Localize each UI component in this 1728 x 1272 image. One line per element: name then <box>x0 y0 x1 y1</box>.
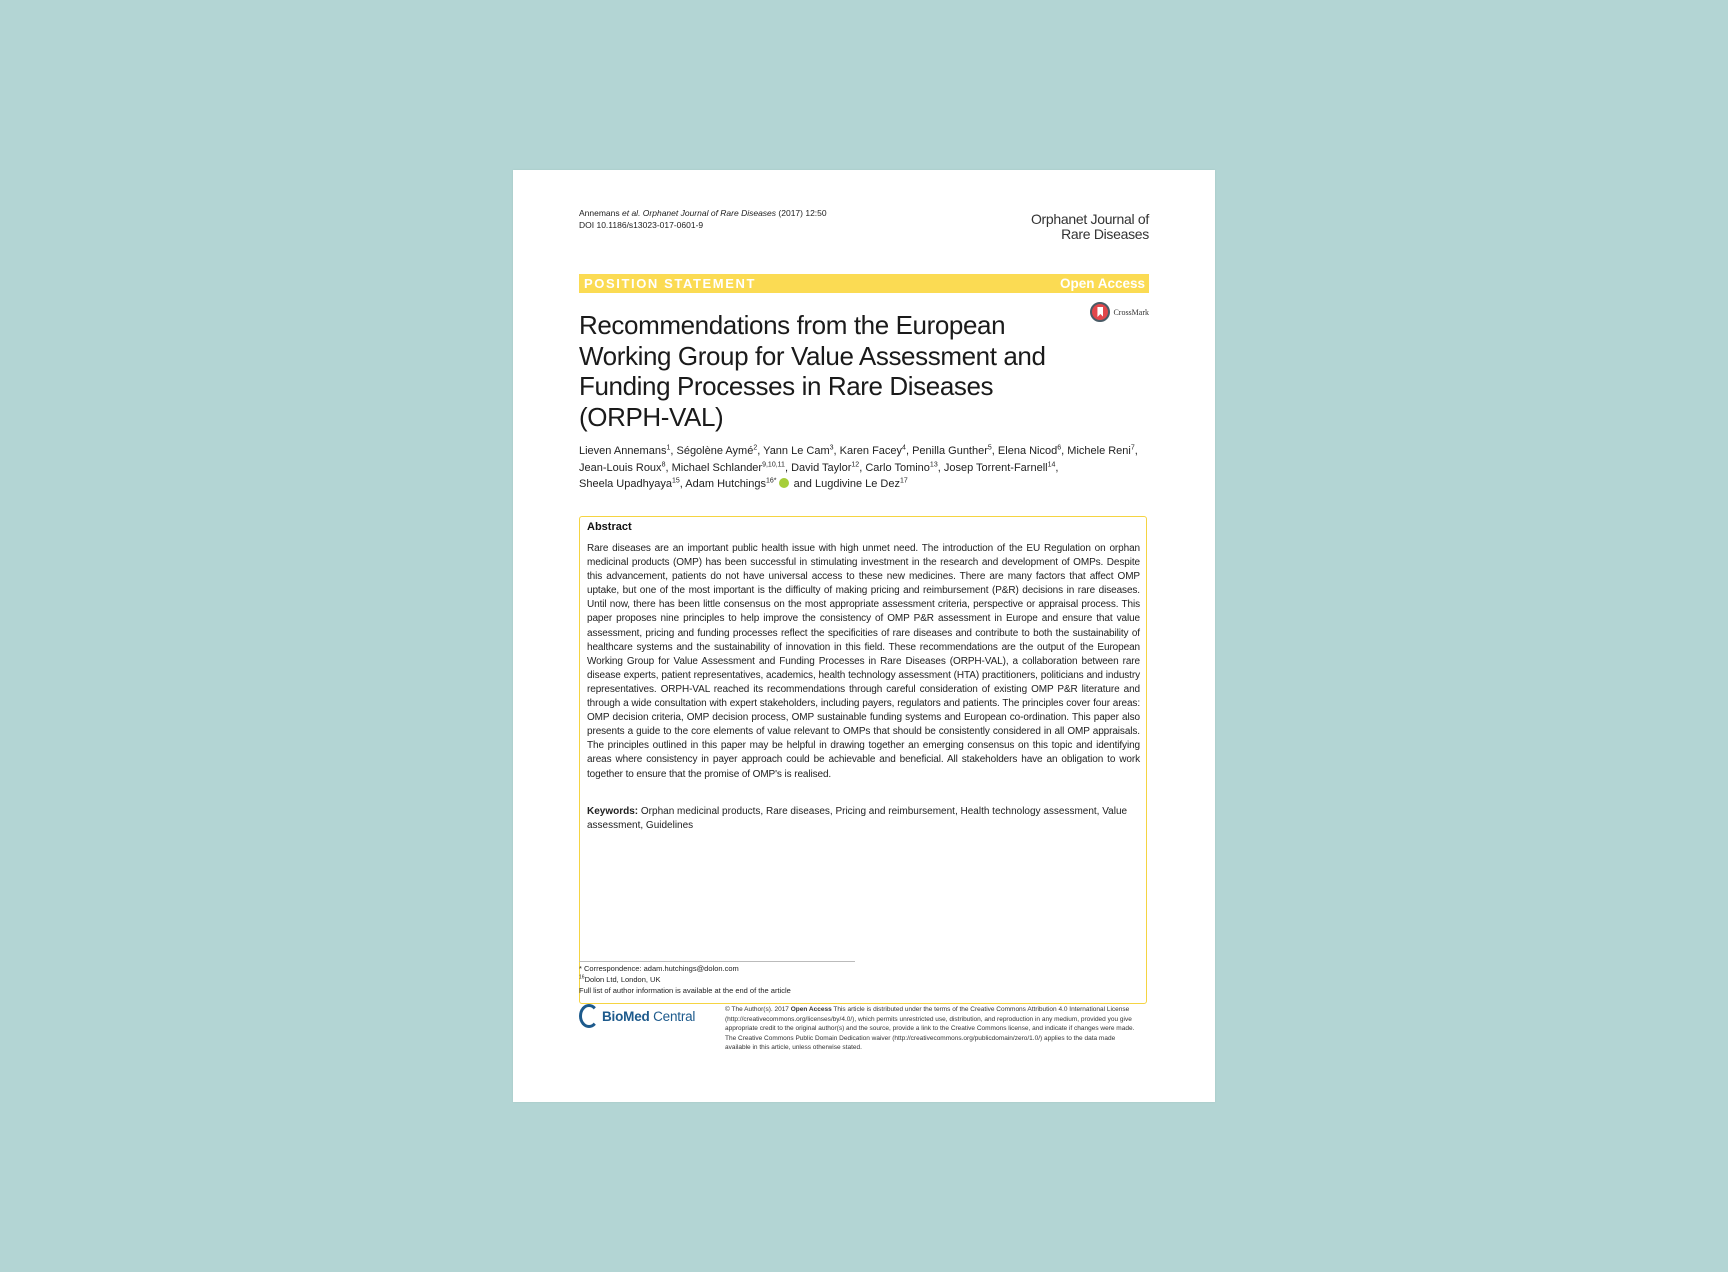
author-separator: , <box>1061 445 1068 457</box>
author-affiliation: 15 <box>671 477 680 485</box>
author-separator: , <box>1134 445 1138 457</box>
crossmark-icon <box>1090 302 1110 322</box>
affiliation-text: Dolon Ltd, London, UK <box>584 975 661 984</box>
author-affiliation: 1 <box>666 444 671 452</box>
correspondence-note[interactable]: * Correspondence: adam.hutchings@dolon.com <box>579 964 739 973</box>
author-name[interactable]: Carlo Tomino <box>865 461 930 474</box>
author-name[interactable]: Karen Facey <box>839 445 903 457</box>
author-separator: , <box>833 445 840 457</box>
paper-page <box>513 170 1215 1102</box>
journal-name-line1: Orphanet Journal of <box>1030 211 1149 227</box>
license-copyright: © The Author(s). 2017 <box>725 1006 791 1013</box>
author-name[interactable]: Elena Nicod <box>997 445 1058 457</box>
author-affiliation: 7 <box>1130 444 1135 452</box>
author-affiliation: 5 <box>987 444 992 452</box>
biomed-central-logo <box>579 1004 695 1028</box>
author-name[interactable]: Yann Le Cam <box>763 445 830 457</box>
author-name[interactable]: Jean-Louis Roux <box>579 461 662 474</box>
author-affiliation: 12 <box>851 460 860 468</box>
biomed-central-bio: BioMed <box>602 1008 650 1024</box>
citation-header <box>579 207 827 231</box>
author-name[interactable]: Sheela Upadhyaya <box>579 478 672 490</box>
keywords-label: Keywords: <box>587 806 639 817</box>
abstract-box <box>579 516 1147 1004</box>
author-separator: , <box>905 445 913 457</box>
license-statement <box>725 1005 1135 1053</box>
author-name[interactable]: Lugdivine Le Dez <box>814 478 900 490</box>
author-affiliation: 9,10,11 <box>762 460 785 468</box>
author-separator: , <box>757 445 764 457</box>
author-affiliation: 17 <box>900 477 908 485</box>
author-name[interactable]: Michele Reni <box>1067 445 1131 457</box>
author-separator: and <box>790 478 815 490</box>
author-name[interactable]: Lieven Annemans <box>579 445 667 457</box>
open-access-label: Open Access <box>1059 276 1145 291</box>
author-separator: , <box>679 478 686 490</box>
author-affiliation: 3 <box>829 444 834 452</box>
citation-authors: Annemans <box>579 208 622 218</box>
footnote-divider <box>579 961 855 962</box>
author-separator: , <box>859 461 866 474</box>
author-name[interactable]: David Taylor <box>791 461 852 474</box>
citation-line <box>579 207 827 219</box>
author-affiliation: 2 <box>753 444 758 452</box>
license-text: This article is distributed under the terms of the Creative Commons Attribution 4.0 International License (http://creativecommons.org/licenses/by/4.0/), which permits unrestricted use, distribution, and reproduction in any medium, provided you give appropriate credit to the original author(s) and the source, provide a link to the Creative Commons license, and indicate if changes were made. The Creative Commons Public Domain Dedication waiver (http://creativecommons.org/publicdomain/zero/1.0/) applies to the data made available in this article, unless otherwise stated. <box>725 1006 1135 1051</box>
abstract-heading: Abstract <box>587 521 632 533</box>
author-separator: , <box>665 461 672 474</box>
citation-et-al: et al. <box>622 208 641 218</box>
author-affiliation: 6 <box>1057 444 1062 452</box>
crossmark-label: CrossMark <box>1113 307 1149 317</box>
article-title: Recommendations from the European Working Group for Value Assessment and Funding Processes in Rare Diseases (ORPH-VAL) <box>579 310 1046 432</box>
author-separator: , <box>784 461 792 474</box>
orcid-icon[interactable] <box>779 478 789 488</box>
author-affiliation: 14 <box>1047 460 1056 468</box>
article-type-banner <box>579 274 1149 293</box>
journal-logo <box>1031 212 1149 242</box>
author-name[interactable]: Josep Torrent-Farnell <box>943 461 1048 474</box>
journal-name-line2: Rare Diseases <box>1061 226 1149 242</box>
author-separator: , <box>670 445 677 457</box>
author-info-note: Full list of author information is available at the end of the article <box>579 986 791 995</box>
author-affiliation: 8 <box>661 460 666 468</box>
author-separator: , <box>991 445 998 457</box>
author-affiliation: 16* <box>766 477 777 485</box>
author-name[interactable]: Michael Schlander <box>671 461 763 474</box>
biomed-central-arc-icon <box>579 1004 599 1028</box>
author-name[interactable]: Ségolène Aymé <box>676 445 754 457</box>
footnotes <box>579 963 791 996</box>
author-name[interactable]: Adam Hutchings <box>685 478 766 490</box>
author-separator: , <box>937 461 944 474</box>
affiliation-note <box>579 974 791 985</box>
keywords <box>587 805 1140 833</box>
license-open-access: Open Access <box>790 1006 832 1013</box>
article-type-label: POSITION STATEMENT <box>584 276 757 291</box>
author-affiliation: 13 <box>929 460 938 468</box>
citation-year-volume: (2017) 12:50 <box>778 208 827 218</box>
citation-doi[interactable]: DOI 10.1186/s13023-017-0601-9 <box>579 220 704 230</box>
biomed-central-central: Central <box>649 1008 696 1024</box>
author-affiliation: 4 <box>902 444 906 452</box>
affiliation-number: 16 <box>579 974 585 981</box>
crossmark-badge[interactable] <box>1090 302 1149 322</box>
abstract-body: Rare diseases are an important public health issue with high unmet need. The introduction of the EU Regulation on orphan medicinal products (OMP) has been successful in stimulating investment in the research and development of OMPs. Despite this advancement, patients do not have universal access to these new medicines. There are many factors that affect OMP uptake, but one of the most important is the difficulty of making pricing and reimbursement (P&R) decisions in rare diseases. Until now, there has been little consensus on the most appropriate assessment criteria, perspective or appraisal process. This paper proposes nine principles to help improve the consistency of OMP P&R assessment in Europe and ensure that value assessment, pricing and funding processes reflect the specificities of rare diseases and contribute to both the sustainability of healthcare systems and the sustainability of innovation in this field. These recommendations are the output of the European Working Group for Value Assessment and Funding Processes in Rare Diseases (ORPH-VAL), a collaboration between rare disease experts, patient representatives, academics, health technology assessment (HTA) practitioners, politicians and industry representatives. ORPH-VAL reached its recommendations through careful consideration of existing OMP P&R literature and through a wide consultation with expert stakeholders, including payers, regulators and patients. The principles cover four areas: OMP decision criteria, OMP decision process, OMP sustainable funding systems and European co-ordination. This paper also presents a guide to the core elements of value relevant to OMPs that should be consistently considered in all OMP appraisals. The principles outlined in this paper may be helpful in drawing together an emerging consensus on this topic and identifying areas where consistency in payer approach could be achievable and beneficial. All stakeholders have an obligation to work together to ensure that the promise of OMP's is realised. <box>587 543 1140 780</box>
citation-journal: Orphanet Journal of Rare Diseases <box>640 208 779 218</box>
author-list <box>579 443 1151 493</box>
author-name[interactable]: Penilla Gunther <box>912 445 988 457</box>
biomed-central-wordmark <box>602 1009 695 1024</box>
keywords-list: Orphan medicinal products, Rare diseases, Pricing and reimbursement, Health technology assessment, Value assessment, Guidelines <box>587 806 1128 832</box>
author-separator: , <box>1055 461 1059 474</box>
